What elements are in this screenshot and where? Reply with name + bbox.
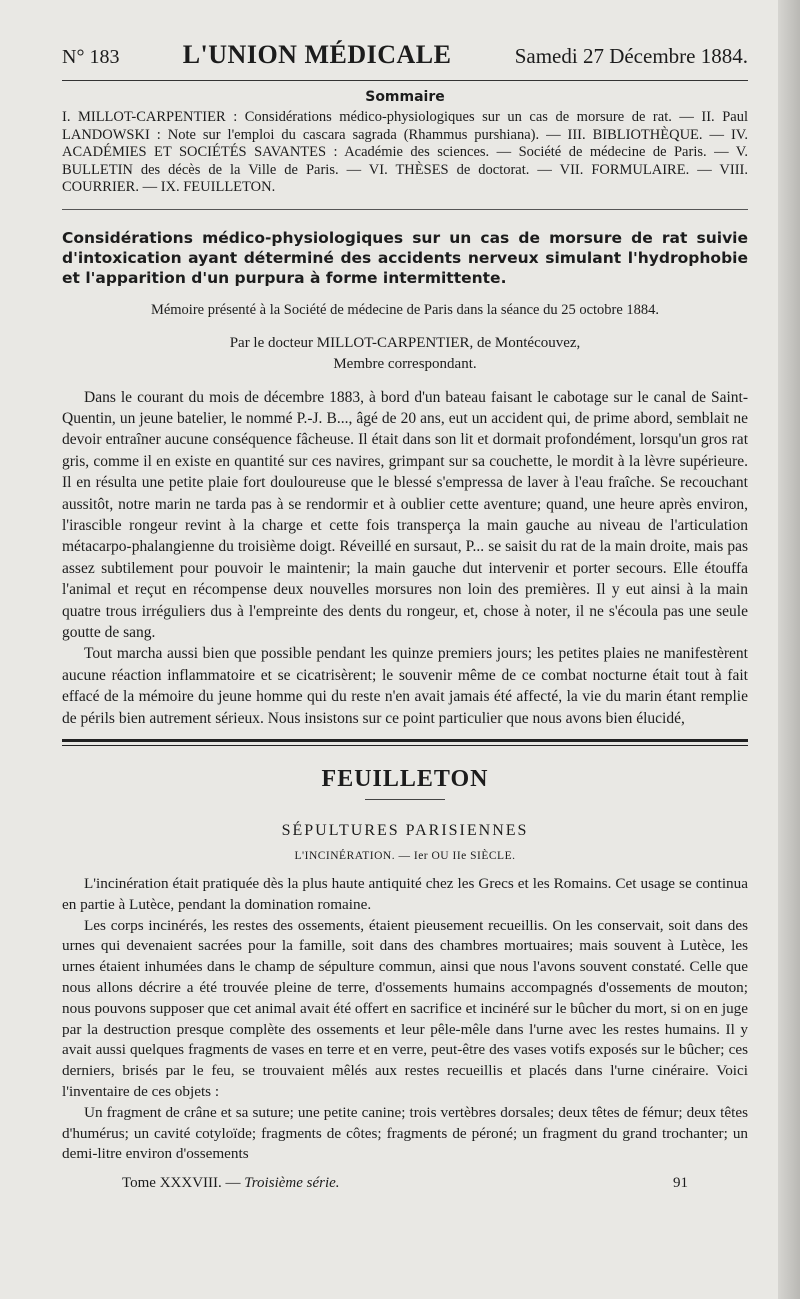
footer-volume <box>122 1175 340 1192</box>
page-number: 91 <box>673 1175 688 1192</box>
feuilleton-subtitle: L'INCINÉRATION. — Ier OU IIe SIÈCLE. <box>294 850 516 862</box>
masthead-rule <box>62 80 748 81</box>
feuilleton-paragraph: Les corps incinérés, les restes des ossements, étaient pieusement recueillis. On les conservait, soit dans des urnes qui devenaient sacrées pour la famille, soit dans des chambres mortuaires; mais souvent à Lutèce, les urnes étaient inhumées dans le champ de sépulture commun, ainsi que nous l'avons souvent constaté. Celle que nous allons décrire a été trouvée pleine de terre, d'ossements humains accompagnés d'ossements de mouton; nous pouvons supposer que cet animal avait été offert en sacrifice et incinéré sur le bûcher du mort, si on en juge par la destruction presque complète des ossements et leur pêle-mêle dans l'urne avec les restes humains. Il y avait aussi quelques fragments de vases en terre et en verre, peut-être des vases votifs exposés sur le bûcher; ces derniers, brisés par le feu, se trouvaient mêlés aux restes recueillis et placés dans l'urne cinéraire. Voici l'inventaire de ces objets : <box>62 916 748 1100</box>
article-paragraph: Dans le courant du mois de décembre 1883, à bord d'un bateau faisant le cabotage sur le canal de Saint-Quentin, un jeune batelier, le nommé P.-J. B..., âgé de 20 ans, eut un accident qui, de prime abord, semblait ne devoir entraîner aucune conséquence fâcheuse. Il était dans son lit et dormait profondément, lorsqu'un gros rat gris, comme il en existe en quantité sur ces navires, grimpant sur sa couchette, le mordit à la lèvre supérieure. Il en résulta une petite plaie fort douloureuse que le blessé s'empressa de laver à l'eau fraîche. Se recouchant aussitôt, notre marin ne tarda pas à se rendormir et à oublier cette aventure; quand, une heure après environ, l'irascible rongeur revint à la charge et cette fois transperça la main gauche au niveau de l'articulation métacarpo-phalangienne du troisième doigt. Réveillé en sursaut, P... se saisit du rat de la main droite, mais pas assez subtilement pour pouvoir le maintenir; la main gauche dut intervenir et porter secours. Elle étouffa l'animal et reçut en récompense deux nouvelles morsures non loin des premières. Il y eut ainsi à la main quatre trous irréguliers dus à l'empreinte des dents du rongeur, et, chose à noter, il ne s'écoula pas une seule goutte de sang. <box>62 388 748 641</box>
feuilleton-body <box>62 874 748 1165</box>
feuilleton-title: SÉPULTURES PARISIENNES <box>281 822 529 839</box>
issue-number: N° 183 <box>62 46 120 68</box>
article-title: Considérations médico-physiologiques sur un cas de morsure de rat suivie d'intoxication ayant déterminé des accidents nerveux simulant l'hydrophobie et l'apparition d'un purpura à forme intermittente. <box>62 228 748 287</box>
footer-serie: Troisième série. <box>244 1175 340 1192</box>
article-author <box>62 333 748 375</box>
feuilleton-paragraph: L'incinération était pratiquée dès la plus haute antiquité chez les Grecs et les Romains. Cet usage se continua en partie à Lutèce, pendant la domination romaine. <box>62 875 748 913</box>
page-edge-shadow <box>778 0 800 1299</box>
issue-date: Samedi 27 Décembre 1884. <box>514 44 748 68</box>
footer-tome: Tome XXXVIII. — <box>122 1175 241 1192</box>
feuilleton-short-rule <box>365 799 445 800</box>
masthead <box>62 40 748 76</box>
author-line-1: Par le docteur MILLOT-CARPENTIER, de Montécouvez, <box>229 334 581 351</box>
page-content <box>62 40 748 1192</box>
sommaire-title: Sommaire <box>365 89 445 105</box>
author-line-2: Membre correspondant. <box>333 355 477 372</box>
sommaire-text: I. MILLOT-CARPENTIER : Considérations médico-physiologiques sur un cas de morsure de rat. — II. Paul LANDOWSKI : Note sur l'emploi du cascara sagrada (Rhammus purshiana). — III. BIBLIOTHÈQUE. — IV. ACADÉMIES ET SOCIÉTÉS SAVANTES : Académie des sciences. — Société de médecine de Paris. — V. BULLETIN des décès de la Ville de Paris. — VI. THÈSES de doctorat. — VII. FORMULAIRE. — VIII. COURRIER. — IX. FEUILLETON. <box>62 109 748 195</box>
feuilleton-label: FEUILLETON <box>321 766 489 792</box>
article-body <box>62 387 748 730</box>
page-footer <box>62 1175 748 1192</box>
journal-title: L'UNION MÉDICALE <box>182 40 452 69</box>
article-paragraph: Tout marcha aussi bien que possible pendant les quinze premiers jours; les petites plaies ne manifestèrent aucune réaction inflammatoire et se cicatrisèrent; le souvenir même de ce combat nocturne était tout à fait effacé de la mémoire du jeune homme qui du reste n'en avait jamais été affecté, la vie du marin étant remplie de périls bien autrement sérieux. Nous insistons sur ce point particulier que nous avons bien élucidé, <box>62 645 748 727</box>
feuilleton-divider <box>62 739 748 746</box>
section-divider <box>62 209 748 210</box>
feuilleton-paragraph: Un fragment de crâne et sa suture; une petite canine; trois vertèbres dorsales; deux têtes de fémur; deux têtes d'humérus; un cavité cotyloïde; fragments de côtes; fragments de péroné; un fragment du grand trochanter; un demi-litre environ d'ossements <box>62 1103 748 1163</box>
article-memoire-note: Mémoire présenté à la Société de médecine de Paris dans la séance du 25 octobre 1884. <box>150 301 660 318</box>
